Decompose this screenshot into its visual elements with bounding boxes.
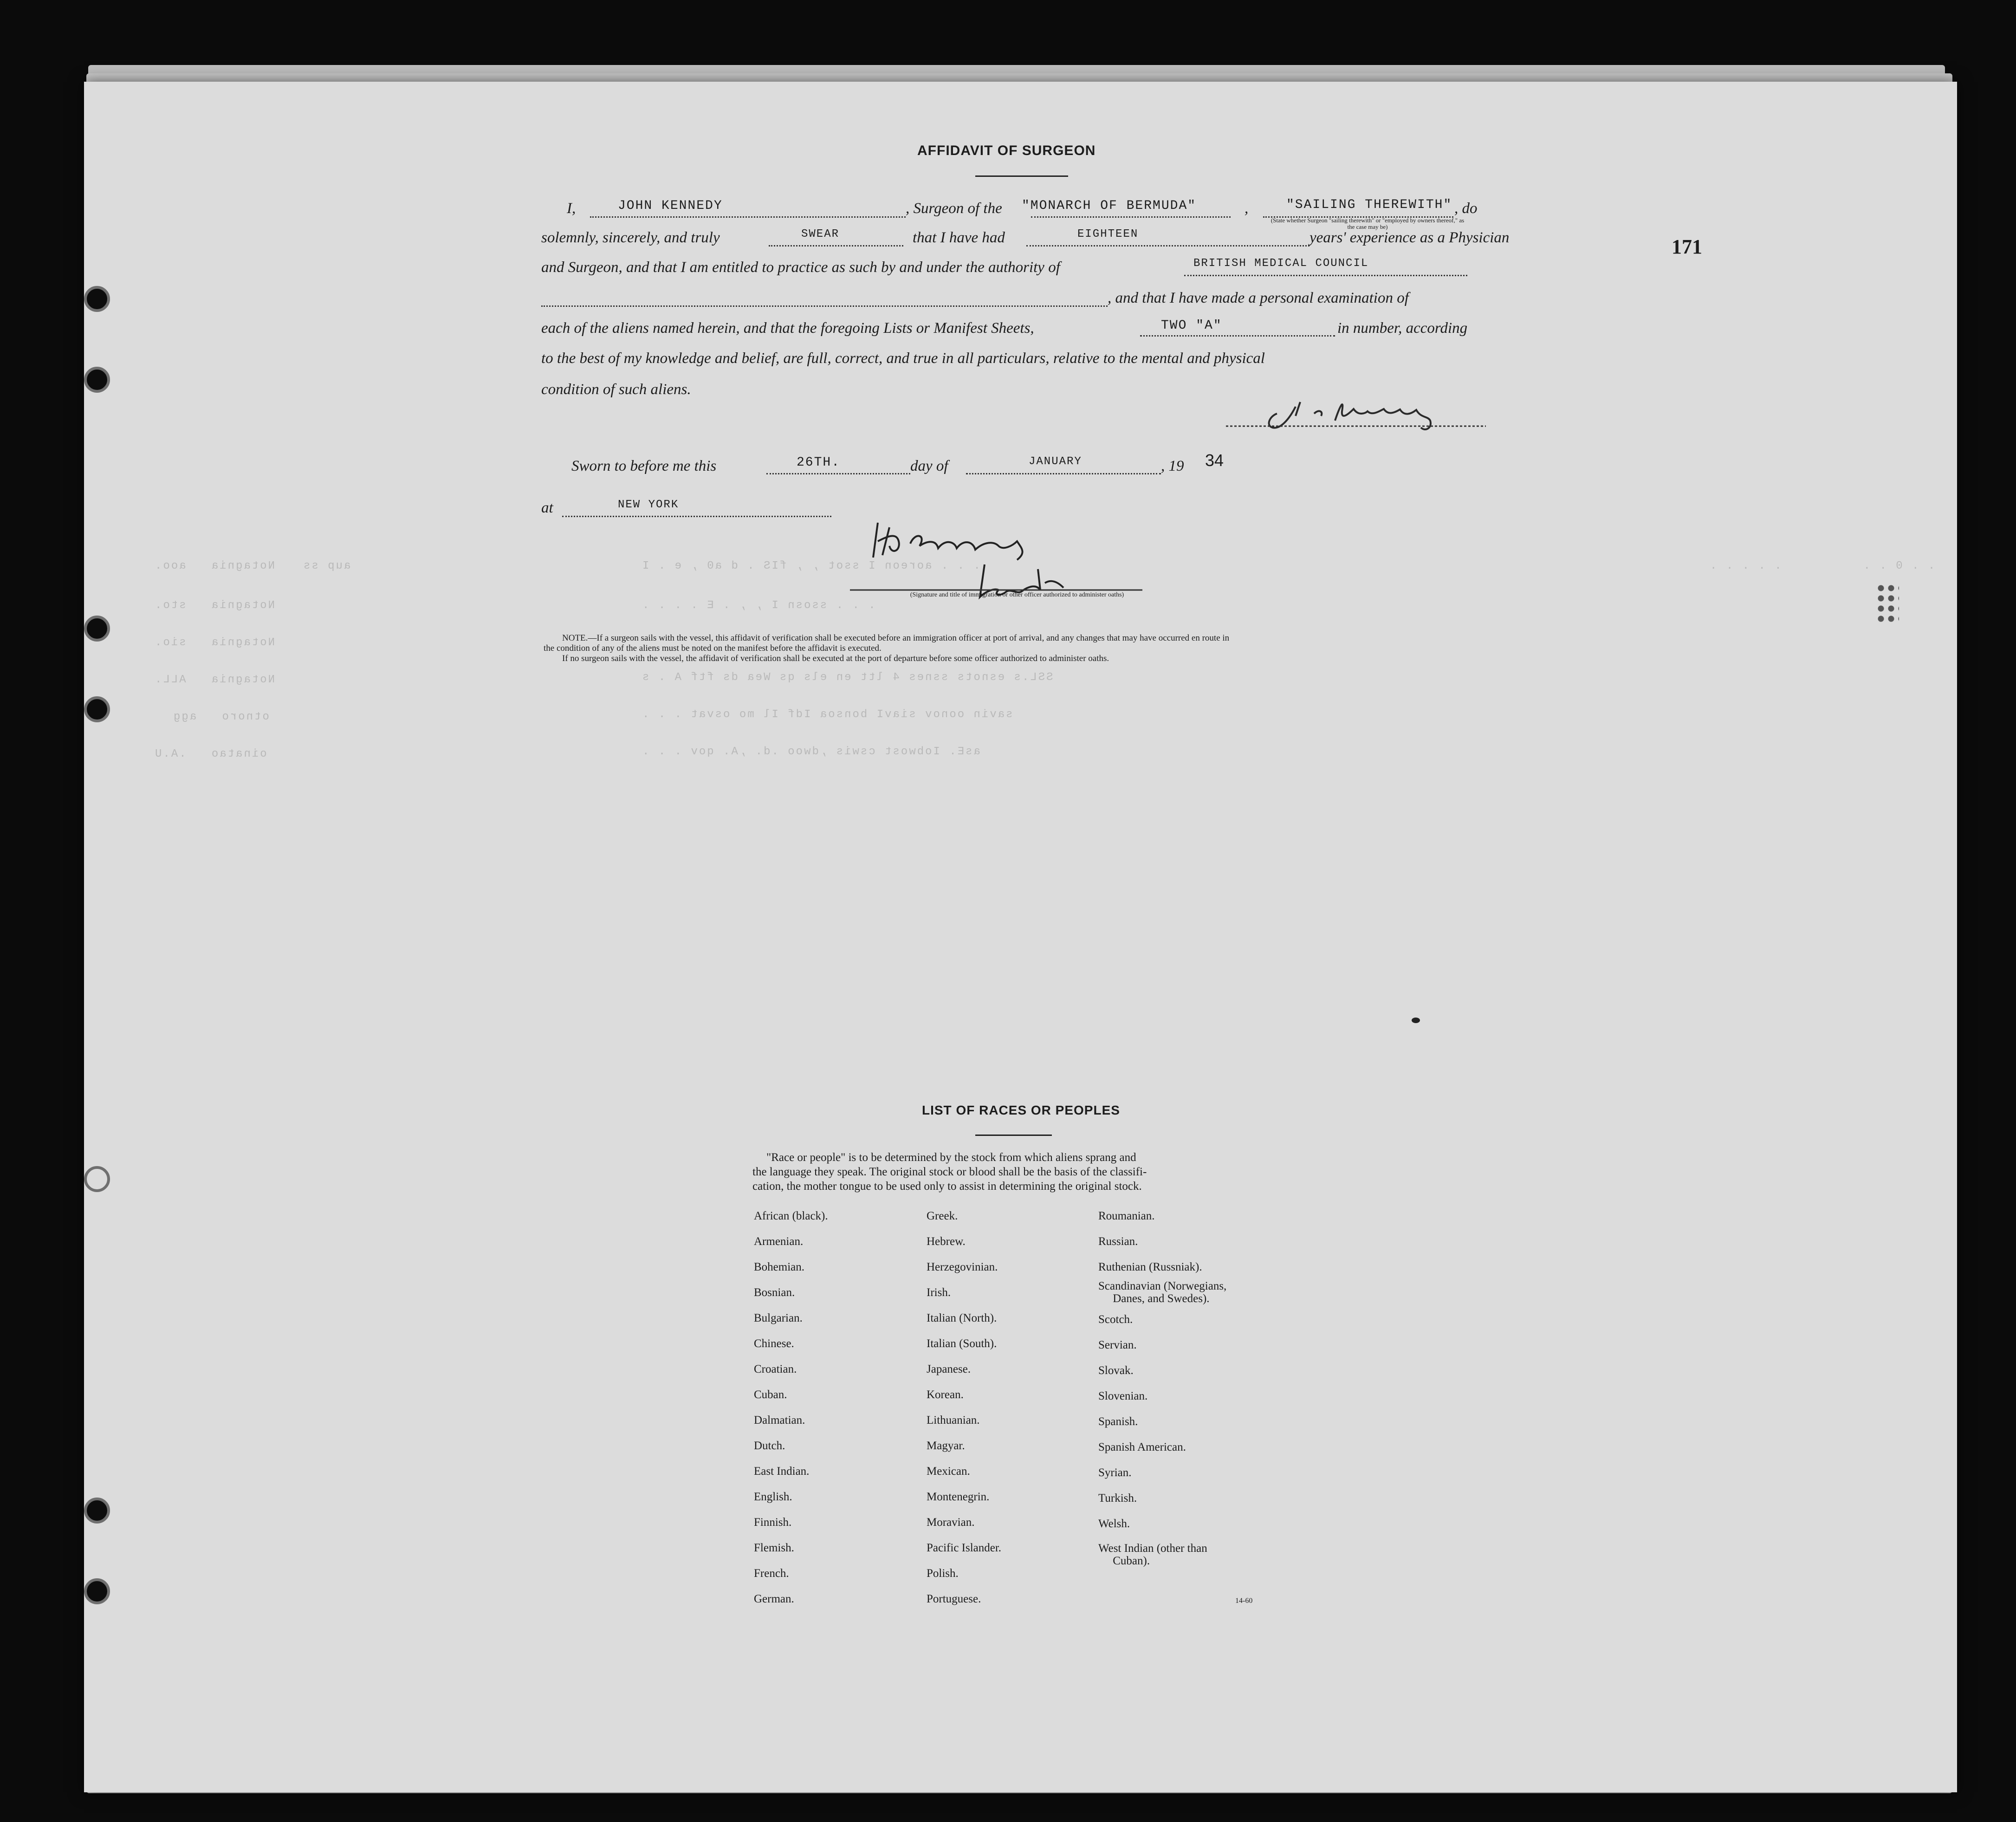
affidavit-page — [84, 82, 1957, 1792]
race-item: Spanish American. — [1098, 1441, 1186, 1453]
race-item: Cuban. — [754, 1388, 787, 1401]
race-item: Bulgarian. — [754, 1312, 803, 1324]
binder-hole — [84, 367, 110, 393]
bleed-through-text: savin oonov siavI bonsoa Idf Il mo osvat . . . — [641, 708, 1013, 721]
years-value: EIGHTEEN — [1077, 228, 1139, 240]
race-item: Greek. — [927, 1210, 958, 1222]
sworn-month-field — [966, 473, 1161, 474]
sworn-day-value: 26TH. — [797, 455, 841, 470]
affidavit-title: AFFIDAVIT OF SURGEON — [917, 143, 1096, 158]
races-column-3 — [1098, 1203, 1226, 1567]
bleed-through-text: asE. Iobwost cswis ,dwoo .d. ,A. qov . . . — [641, 746, 980, 758]
bleed-through-text: otnoro agg — [172, 711, 269, 723]
vessel-field — [1031, 216, 1231, 218]
officer-caption: (Signature and title of immigration or other officer authorized to administer oaths) — [910, 591, 1124, 598]
races-title-underline — [975, 1135, 1052, 1136]
surgeon-name-field — [590, 216, 906, 218]
affidavit-line1-prefix: I, — [567, 200, 576, 217]
race-item: Croatian. — [754, 1363, 797, 1375]
race-item: Flemish. — [754, 1542, 794, 1554]
race-item: Irish. — [927, 1286, 951, 1299]
sailing-note: (State whether Surgeon "sailing therewith" or "employed by owners thereof," as the case may be) — [1271, 217, 1465, 230]
race-item: Japanese. — [927, 1363, 971, 1375]
bleed-through-text: . . . aoreon I ssot , , fIS . d a0 , e . I — [641, 560, 980, 572]
race-item: Slovak. — [1098, 1364, 1134, 1377]
years-field — [1026, 245, 1309, 246]
race-item: French. — [754, 1567, 789, 1580]
affidavit-line3-prefix: and Surgeon, and that I am entitled to practice as such by and under the authority of — [541, 259, 1060, 276]
affidavit-line7: condition of such aliens. — [541, 381, 691, 398]
affidavit-line5-prefix: each of the aliens named herein, and that the foregoing Lists or Manifest Sheets, — [541, 320, 1034, 337]
race-item: Mexican. — [927, 1465, 970, 1478]
race-item: Hebrew. — [927, 1235, 966, 1248]
authority-continuation-field — [541, 305, 1108, 307]
bleed-through-text: SSL.s esnots ssnes 4 ltt en els qs Wea ds ftf A . s — [641, 671, 1053, 684]
race-item: Magyar. — [927, 1439, 965, 1452]
race-item: Welsh. — [1098, 1517, 1130, 1530]
ink-speck — [1412, 1018, 1420, 1023]
race-item: Moravian. — [927, 1516, 975, 1529]
affidavit-line4-suffix: , and that I have made a personal examination of — [1108, 290, 1409, 306]
affidavit-line2-suffix: years' experience as a Physician — [1309, 229, 1510, 246]
binder-hole — [84, 1166, 110, 1192]
race-item: Turkish. — [1098, 1492, 1137, 1504]
place-field — [562, 516, 831, 517]
binder-hole — [84, 286, 110, 312]
race-item: Dalmatian. — [754, 1414, 805, 1426]
surgeon-name-value: JOHN KENNEDY — [618, 199, 723, 213]
year-prefix: , 19 — [1161, 458, 1184, 474]
sailing-value: "SAILING THEREWITH" — [1286, 198, 1452, 212]
races-intro — [752, 1150, 1342, 1193]
note-line-3: If no surgeon sails with the vessel, the affidavit of verification shall be executed at the port of departure before some officer authorized to administer oaths. — [562, 654, 1109, 663]
binder-hole — [84, 616, 110, 642]
binder-hole — [84, 1578, 110, 1604]
race-item: Montenegrin. — [927, 1491, 990, 1503]
title-underline — [975, 175, 1068, 177]
race-item: Servian. — [1098, 1339, 1137, 1351]
race-item: Roumanian. — [1098, 1210, 1155, 1222]
race-item: Pacific Islander. — [927, 1542, 1002, 1554]
race-item: Spanish. — [1098, 1415, 1138, 1428]
race-item: Italian (South). — [927, 1337, 997, 1350]
sworn-month-value: JANUARY — [1029, 455, 1082, 468]
races-intro-line-1: "Race or people" is to be determined by the stock from which aliens sprang and — [766, 1151, 1136, 1164]
race-item: Korean. — [927, 1388, 964, 1401]
race-item: Polish. — [927, 1567, 959, 1580]
ink-speck — [1876, 583, 1899, 625]
race-item: Syrian. — [1098, 1466, 1132, 1479]
races-intro-line-3: cation, the mother tongue to be used only to assist in determining the original stock. — [752, 1180, 1142, 1193]
binder-hole — [84, 696, 110, 722]
race-item: Dutch. — [754, 1439, 785, 1452]
bleed-through-text: Notagnia ALL. — [154, 674, 275, 686]
surgeon-signature — [1226, 388, 1486, 439]
race-item: German. — [754, 1593, 794, 1605]
races-title: LIST OF RACES OR PEOPLES — [922, 1103, 1120, 1117]
form-code: 14-60 — [1235, 1597, 1253, 1605]
races-intro-line-2: the language they speak. The original stock or blood shall be the basis of the classifi- — [752, 1166, 1147, 1178]
sheets-field — [1140, 335, 1335, 337]
race-item: East Indian. — [754, 1465, 810, 1478]
race-item: English. — [754, 1491, 792, 1503]
officer-signature — [845, 513, 1198, 620]
affidavit-line2-mid: that I have had — [913, 229, 1005, 246]
race-item: Bohemian. — [754, 1261, 805, 1273]
race-item: Scotch. — [1098, 1313, 1133, 1326]
bleed-through-text: . . . ssosn I , , . E . . . . — [641, 599, 875, 612]
races-column-2 — [927, 1203, 1001, 1612]
races-column-1 — [754, 1203, 828, 1612]
race-item: Scandinavian (Norwegians, Danes, and Swedes). — [1098, 1280, 1227, 1305]
vessel-value: "MONARCH OF BERMUDA" — [1022, 199, 1197, 213]
affidavit-note — [544, 633, 1565, 664]
race-item: Chinese. — [754, 1337, 794, 1350]
year-suffix: 34 — [1205, 451, 1224, 470]
authority-field — [1184, 275, 1467, 276]
page-number: 171 — [1672, 235, 1702, 258]
sworn-day-field — [766, 473, 910, 474]
note-line-1: NOTE.—If a surgeon sails with the vessel, this affidavit of verification shall be executed before an immigration officer at port of arrival, and any changes that may have occurred en route in — [562, 633, 1230, 643]
race-item: Ruthenian (Russniak). — [1098, 1261, 1202, 1273]
race-item: Bosnian. — [754, 1286, 795, 1299]
place-value: NEW YORK — [618, 499, 679, 511]
race-item: Finnish. — [754, 1516, 792, 1529]
affidavit-line2-prefix: solemnly, sincerely, and truly — [541, 229, 720, 246]
bleed-through-text: aup ss — [302, 560, 351, 572]
bleed-through-text: Notagnia sto. — [154, 599, 275, 612]
surgeon-of-label: , Surgeon of the — [906, 200, 1002, 217]
day-of-label: day of — [910, 458, 948, 474]
race-item: Herzegovinian. — [927, 1261, 998, 1273]
race-item: Italian (North). — [927, 1312, 997, 1324]
race-item: Slovenian. — [1098, 1390, 1148, 1402]
bleed-through-text: Notagnia aoo. — [154, 560, 275, 572]
affidavit-line6: to the best of my knowledge and belief, are full, correct, and true in all particulars, relative to the mental and physical — [541, 350, 1265, 367]
sheets-value: TWO "A" — [1161, 318, 1222, 333]
sworn-prefix: Sworn to before me this — [571, 458, 717, 474]
race-item: Armenian. — [754, 1235, 804, 1248]
affidavit-line5-suffix: in number, according — [1337, 320, 1468, 337]
race-item: Portuguese. — [927, 1593, 981, 1605]
binder-hole — [84, 1498, 110, 1524]
bleed-through-text: Notagnia sio. — [154, 636, 275, 649]
race-item: African (black). — [754, 1210, 828, 1222]
race-item: Lithuanian. — [927, 1414, 980, 1426]
race-item: Russian. — [1098, 1235, 1138, 1248]
comma: , — [1245, 200, 1249, 217]
oath-field — [769, 245, 903, 246]
do-label: , do — [1454, 200, 1478, 217]
note-line-2: the condition of any of the aliens must be noted on the manifest before the affidavit is executed. — [544, 643, 882, 653]
authority-value: BRITISH MEDICAL COUNCIL — [1193, 257, 1369, 270]
race-item: West Indian (other than Cuban). — [1098, 1542, 1207, 1567]
at-label: at — [541, 499, 553, 516]
oath-value: SWEAR — [801, 228, 840, 240]
bleed-through-text: oinatao .A.U — [154, 748, 267, 760]
bleed-through-text: . . 0 . . . . . . . — [1709, 560, 1935, 572]
